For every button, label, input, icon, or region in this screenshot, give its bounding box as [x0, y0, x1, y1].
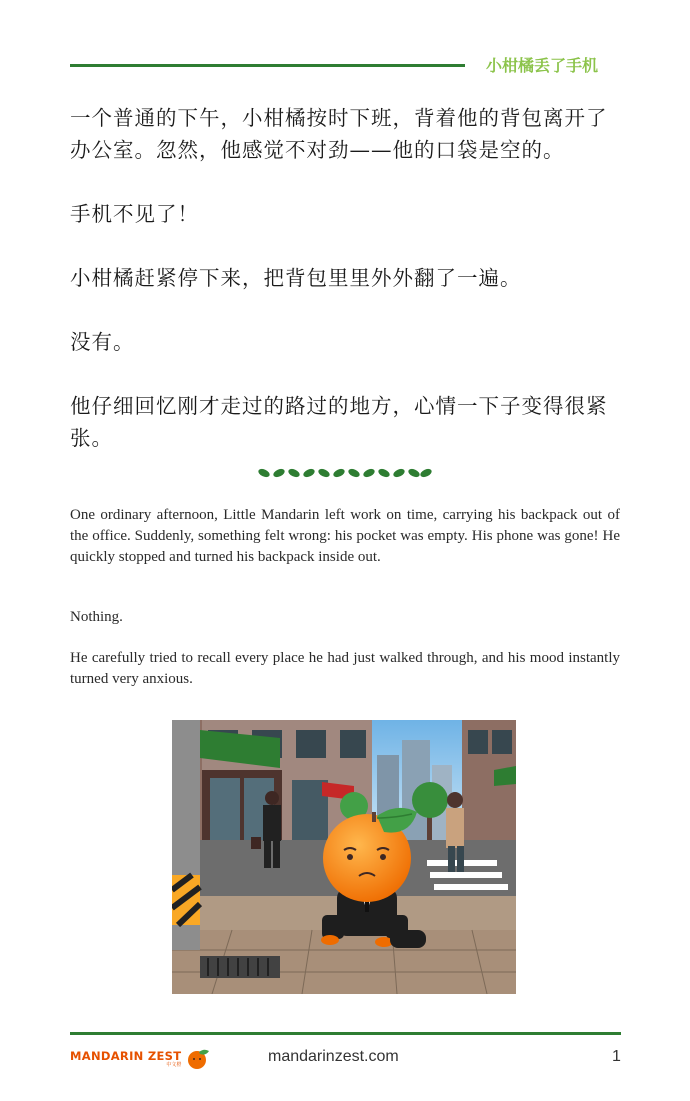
brand-name: MANDARIN ZEST: [70, 1049, 182, 1063]
chinese-paragraph-2: 手机不见了！: [70, 202, 199, 226]
english-paragraph-2: Nothing.: [70, 609, 123, 625]
english-paragraph-3: He carefully tried to recall every place he had just walked through, and his mood instantly turned very anxious.: [70, 650, 620, 687]
brand-logo: [70, 1048, 211, 1070]
page-number: 1: [612, 1048, 621, 1065]
english-paragraph-1: One ordinary afternoon, Little Mandarin left work on time, carrying his backpack out of the office. Suddenly, something felt wrong: his pocket was empty. His phone was gone! He quickly stopped and turned his backpack inside out.: [70, 507, 620, 565]
header-rule: [70, 64, 465, 67]
brand-subtitle: 中文橙: [166, 1062, 182, 1068]
chinese-paragraph-4: 没有。: [70, 330, 135, 354]
footer-url[interactable]: mandarinzest.com: [268, 1048, 399, 1065]
leaf-divider: [258, 466, 432, 480]
story-illustration: [172, 720, 516, 994]
page-title: 小柑橘丢了手机: [486, 56, 599, 75]
footer-rule: [70, 1032, 621, 1035]
mandarin-icon: [185, 1048, 211, 1070]
chinese-paragraph-1: 一个普通的下午，小柑橘按时下班，背着他的背包离开了办公室。忽然，他感觉不对劲——他的口袋是空的。: [70, 106, 608, 162]
chinese-paragraph-3: 小柑橘赶紧停下来，把背包里里外外翻了一遍。: [70, 266, 522, 290]
chinese-paragraph-5: 他仔细回忆刚才走过的路过的地方，心情一下子变得很紧张。: [70, 394, 608, 450]
